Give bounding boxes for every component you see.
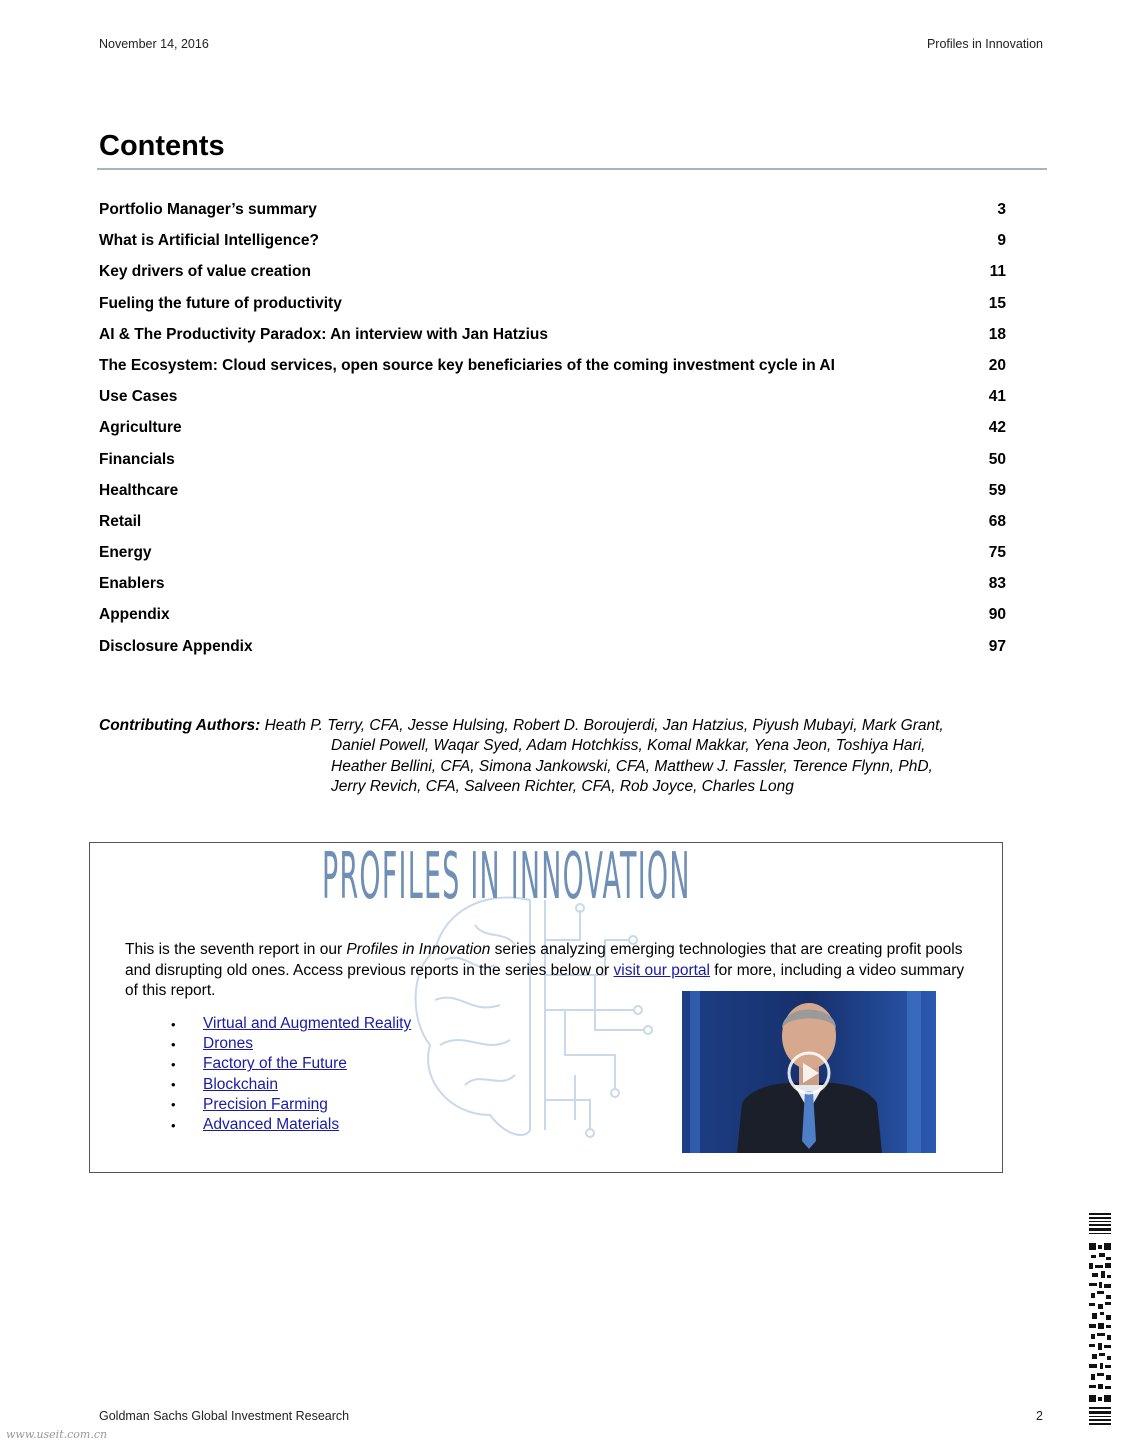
bullet: •	[171, 1077, 176, 1093]
toc-page: 59	[988, 481, 1006, 499]
toc-row[interactable]	[99, 326, 1006, 357]
report-link[interactable]: Advanced Materials	[203, 1116, 340, 1134]
toc-title: Financials	[99, 450, 175, 468]
video-summary-thumbnail[interactable]	[682, 991, 936, 1153]
footer-page-number: 2	[1036, 1409, 1043, 1423]
toc-title: Use Cases	[99, 388, 178, 406]
barcode-icon	[1089, 1213, 1111, 1425]
authors-line: Heath P. Terry, CFA, Jesse Hulsing, Robert D. Boroujerdi, Jan Hatzius, Piyush Mubayi, Mark Grant,	[264, 717, 944, 734]
toc-row[interactable]	[99, 295, 1006, 326]
table-of-contents	[99, 201, 1006, 669]
toc-row[interactable]	[99, 451, 1006, 482]
portal-link[interactable]: visit our portal	[613, 961, 710, 979]
toc-page: 3	[997, 201, 1006, 218]
toc-page: 75	[988, 544, 1006, 562]
toc-page: 41	[988, 388, 1006, 406]
bullet: •	[171, 1097, 176, 1113]
intro-series-name: Profiles in Innovation	[346, 941, 491, 958]
authors-label: Contributing Authors:	[99, 717, 261, 734]
intro-text: series analyzing emerging technologies that are creating profit pools and disrupting old ones. Access previous reports in the series below or	[125, 941, 963, 979]
toc-title: Disclosure Appendix	[99, 637, 253, 655]
report-link[interactable]: Precision Farming	[203, 1095, 328, 1113]
toc-row[interactable]	[99, 544, 1006, 575]
toc-page: 90	[988, 606, 1006, 624]
toc-title: Portfolio Manager’s summary	[99, 201, 317, 218]
toc-title: Fueling the future of productivity	[99, 294, 342, 312]
bullet: •	[171, 1056, 176, 1072]
toc-title: What is Artificial Intelligence?	[99, 232, 319, 250]
toc-page: 20	[988, 356, 1006, 374]
list-item	[171, 1014, 411, 1034]
list-item	[171, 1095, 411, 1115]
list-item	[171, 1054, 411, 1074]
intro-text: for more, including a video summary of this report.	[125, 961, 965, 999]
toc-page: 68	[988, 512, 1006, 530]
list-item	[171, 1075, 411, 1095]
toc-title: Healthcare	[99, 481, 179, 499]
toc-title: Enablers	[99, 575, 165, 593]
toc-title: Appendix	[99, 606, 170, 624]
toc-row[interactable]	[99, 513, 1006, 544]
toc-page: 9	[997, 232, 1006, 250]
previous-reports-list	[171, 1014, 411, 1135]
authors-line: Jerry Revich, CFA, Salveen Richter, CFA, Rob Joyce, Charles Long	[331, 777, 794, 795]
report-link[interactable]: Blockchain	[203, 1075, 278, 1093]
report-link[interactable]: Factory of the Future	[203, 1055, 347, 1073]
toc-title: Key drivers of value creation	[99, 263, 311, 281]
toc-title: Retail	[99, 512, 142, 530]
toc-row[interactable]	[99, 482, 1006, 513]
toc-row[interactable]	[99, 201, 1006, 232]
list-item	[171, 1034, 411, 1054]
authors-line: Heather Bellini, CFA, Simona Jankowski, CFA, Matthew J. Fassler, Terence Flynn, PhD,	[331, 757, 933, 775]
toc-row[interactable]	[99, 575, 1006, 606]
list-item	[171, 1115, 411, 1135]
toc-row[interactable]	[99, 357, 1006, 388]
intro-text: This is the seventh report in our	[125, 941, 347, 958]
header-date: November 14, 2016	[99, 37, 209, 51]
bullet: •	[171, 1036, 176, 1052]
toc-row[interactable]	[99, 419, 1006, 450]
report-link[interactable]: Drones	[203, 1035, 253, 1053]
header-series: Profiles in Innovation	[926, 37, 1043, 51]
toc-title: The Ecosystem: Cloud services, open source key beneficiaries of the coming investment cycle in AI	[99, 356, 835, 374]
toc-page: 15	[988, 294, 1006, 312]
toc-title: AI & The Productivity Paradox: An interview with Jan Hatzius	[99, 325, 549, 343]
toc-row[interactable]	[99, 388, 1006, 419]
toc-row[interactable]	[99, 638, 1006, 669]
report-link[interactable]: Virtual and Augmented Reality	[203, 1015, 412, 1033]
toc-page: 50	[988, 450, 1006, 468]
toc-page: 11	[989, 263, 1006, 281]
title-rule	[97, 168, 1047, 170]
toc-page: 97	[988, 637, 1006, 655]
authors-line: Daniel Powell, Waqar Syed, Adam Hotchkiss, Komal Makkar, Yena Jeon, Toshiya Hari,	[331, 737, 926, 755]
toc-page: 18	[988, 325, 1006, 343]
toc-page: 83	[988, 575, 1006, 593]
page-title: Contents	[99, 130, 225, 162]
watermark: www.useit.com.cn	[6, 1428, 108, 1441]
profiles-in-innovation-banner: PROFILES IN INNOVATION	[322, 840, 691, 914]
toc-title: Agriculture	[99, 419, 182, 437]
toc-title: Energy	[99, 544, 152, 562]
toc-page: 42	[988, 419, 1006, 437]
brain-circuit-icon	[405, 880, 665, 1155]
bullet: •	[171, 1016, 176, 1032]
bullet: •	[171, 1117, 176, 1133]
footer-org: Goldman Sachs Global Investment Research	[99, 1409, 350, 1423]
contributing-authors	[99, 716, 1059, 797]
toc-row[interactable]	[99, 232, 1006, 263]
toc-row[interactable]	[99, 606, 1006, 637]
toc-row[interactable]	[99, 263, 1006, 294]
